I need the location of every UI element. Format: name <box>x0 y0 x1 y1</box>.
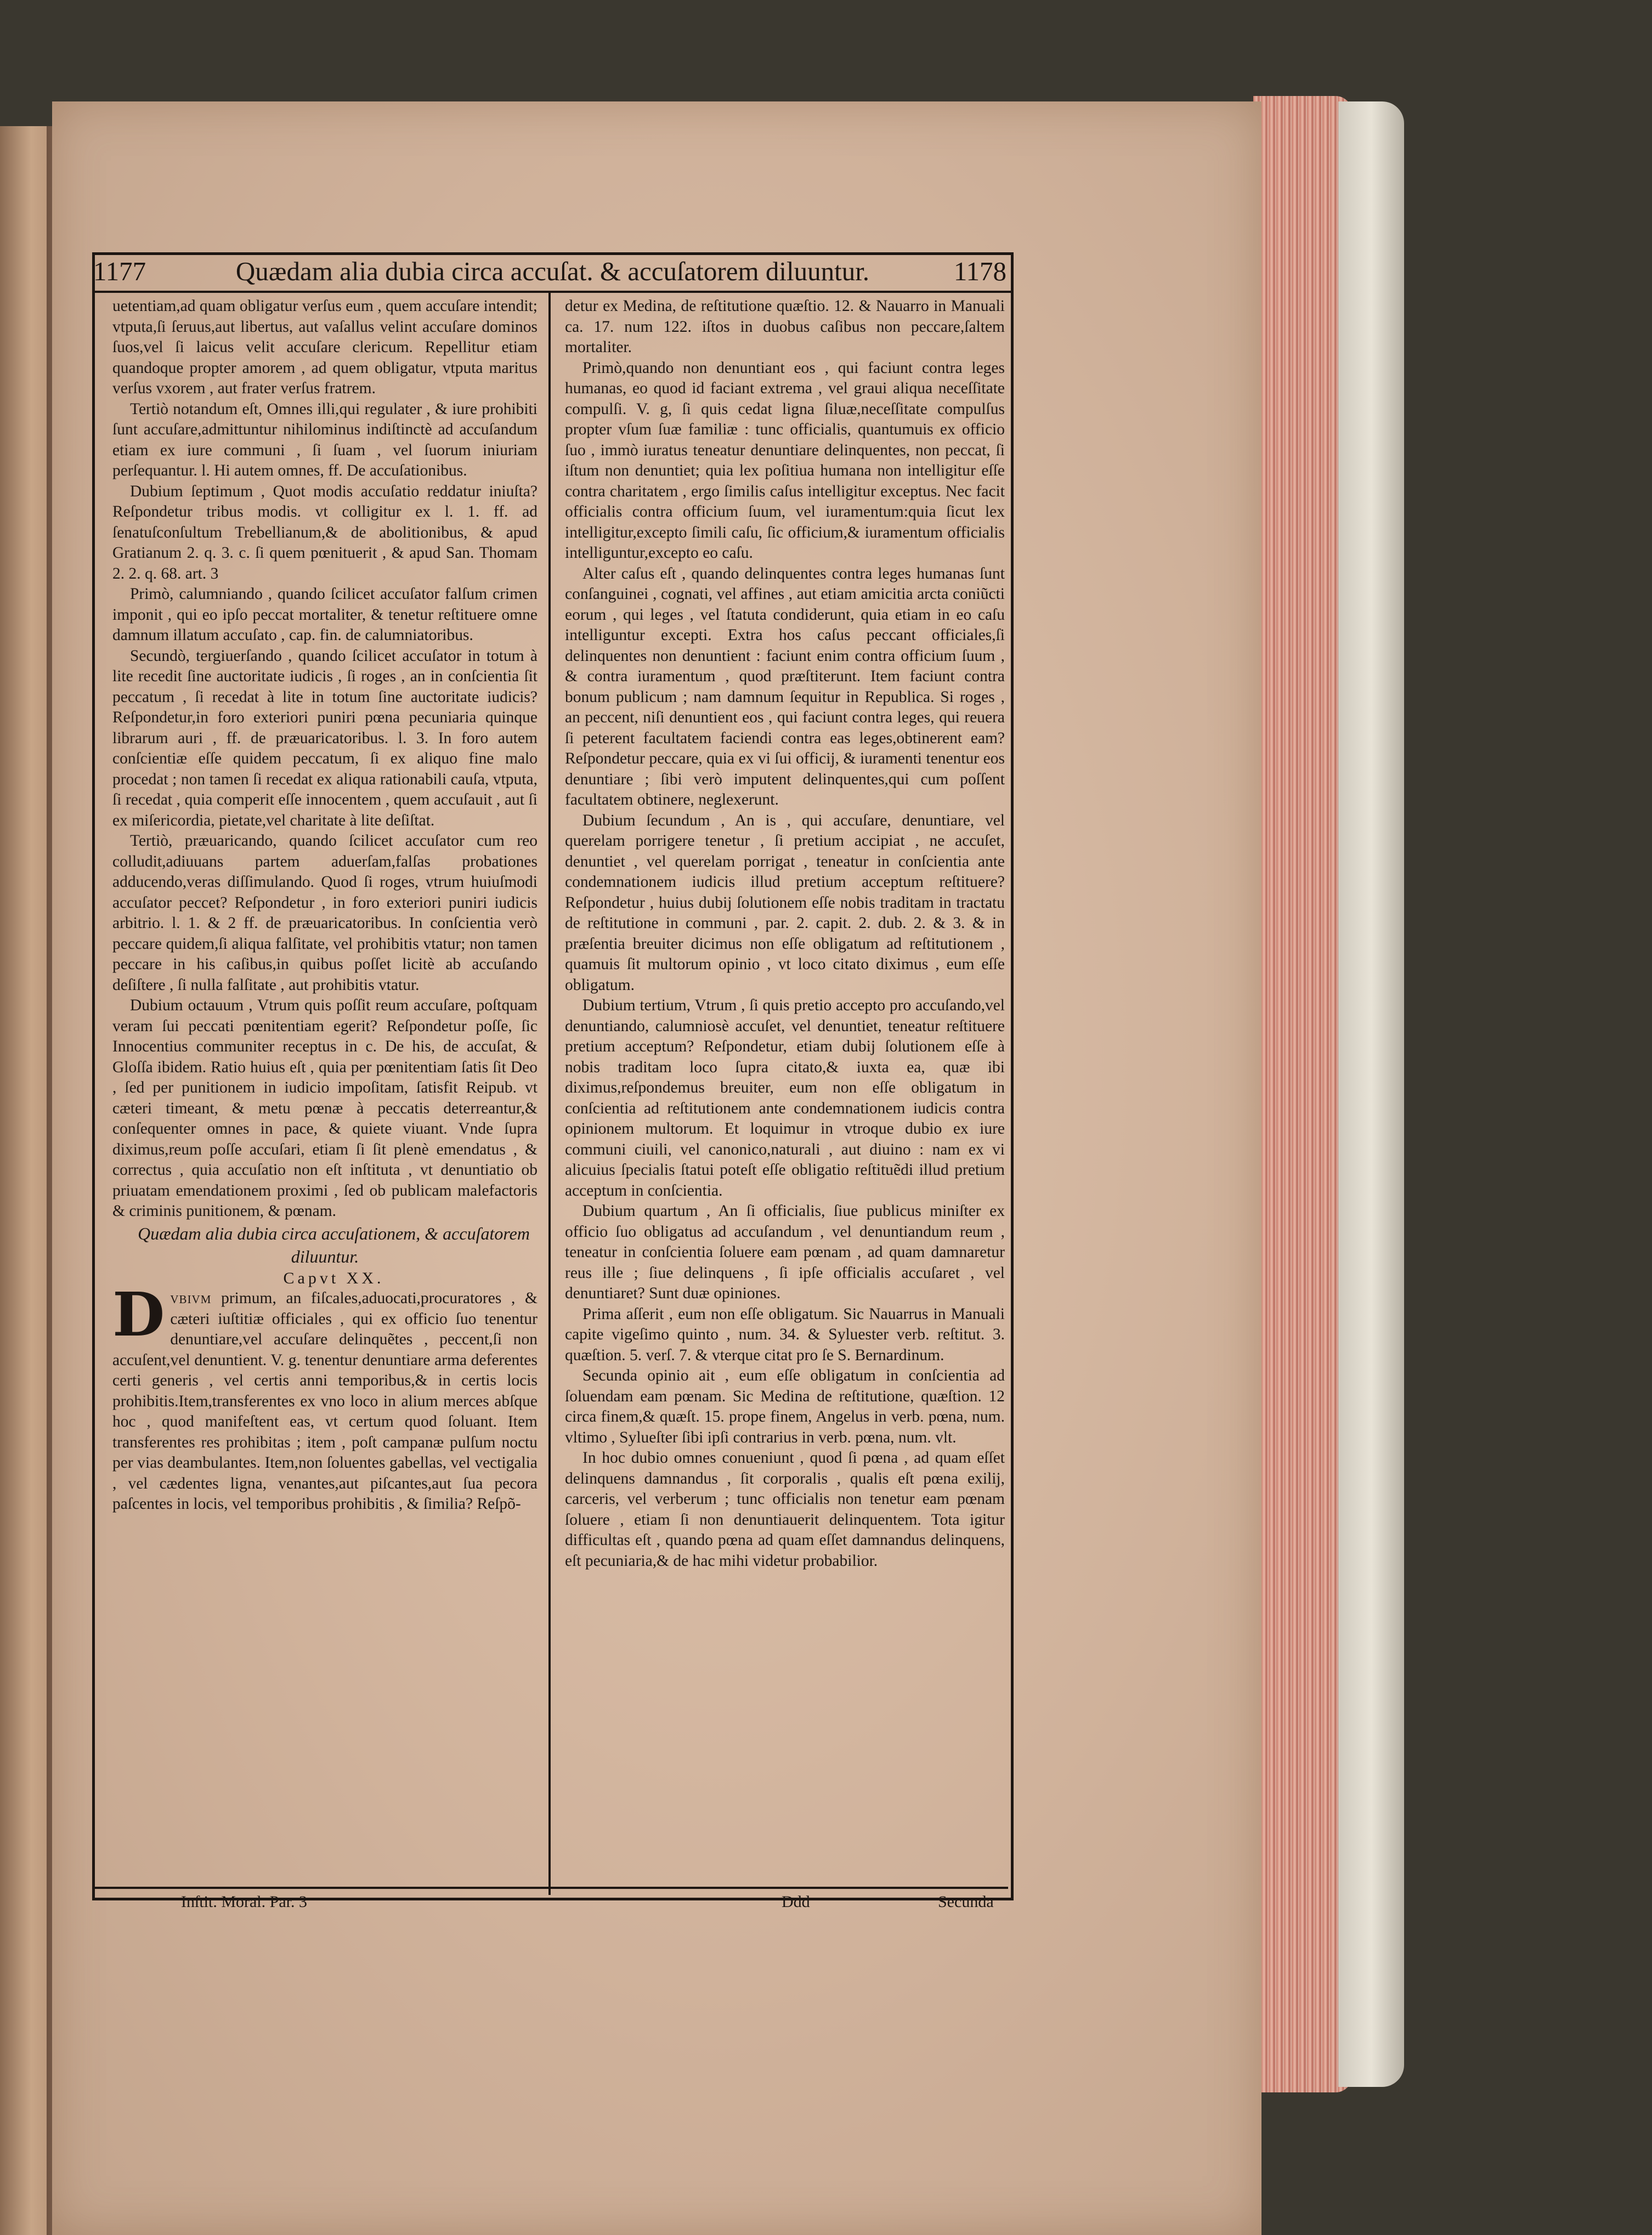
chapter-title: Quædam alia dubia circa accuſationem, & accuſatorem diluuntur. <box>138 1223 530 1266</box>
paragraph: Dubium quartum , An ſi officialis, ſiue publicus miniſter ex officio ſuo obligatus ad accuſandum , vel denuntiandum reum , teneatur in conſcientia ſoluere eam pœnam , ad quam damnaretur reus ille ; ſiue delinquens , ſi ipſe officialis accuſaret , vel denuntiaret? Sunt duæ opiniones. <box>565 1202 1005 1302</box>
paragraph: Primò,quando non denuntiant eos , qui faciunt contra leges humanas, eo quod id faciant extrema , vel graui aliqua neceſſitate compulſi. V. g, ſi quis cedat ligna ſiluæ,neceſſitate compulſus propter vſum ſuæ familiæ : tunc officialis, quantumuis ex officio ſuo , immò iuratus teneatur denuntiare delinquentes, non peccat, ſi iſtum non denuntiet; quia lex poſitiua humana non intelligitur eſſe contra charitatem , ergo ſimilis caſus intelligitur exceptus. Nec facit officialis contra officium ſuum, vel iuramentum:quia ſicut lex intelligitur,excepto ſimili caſu, ſic officium,& iuramentum officialis intelliguntur,excepto eo caſu. <box>565 359 1005 562</box>
facing-page-edge <box>0 126 52 2235</box>
signature-line: Inſtit. Moral. Par. 3 <box>181 1893 307 1911</box>
paragraph: detur ex Medina, de reſtitutione quæſtio. 12. & Nauarro in Manuali ca. 17. num 122. iſtos in duobus caſibus non peccare,ſaltem mortaliter. <box>565 297 1005 356</box>
paragraph: Tertiò, præuaricando, quando ſcilicet accuſator cum reo colludit,adiuuans partem aduerſam,falſas probationes adducendo,veras diſſimulando. Quod ſi roges, vtrum huiuſmodi accuſator peccet? Reſpondetur , in foro exteriori puniri iudicis arbitrio. l. 1. & 2 ff. de præuaricatoribus. In conſcientia verò peccare quidem,ſi aliqua falſitate, vel prohibitis vtatur; non tamen peccare in his caſibus,in quibus poſſet licitè ab accuſando deſiſtere , ſi nulla falſitate , aut prohibitis vtatur. <box>112 832 538 994</box>
paragraph: uetentiam,ad quam obligatur verſus eum , quem accuſare intendit; vtputa,ſi ſeruus,aut libertus, aut vaſallus velint accuſare dominos ſuos,vel ſi laicus velit accuſare clericum. Repellitur etiam quandoque propter amorem , ad quem obligatur, vtputa maritus verſus vxorem , aut frater verſus fratrem. <box>112 297 538 397</box>
right-page-number: 1178 <box>953 256 1006 286</box>
drop-cap-word-rest: vbivm <box>170 1289 212 1307</box>
opening-paragraph-text: primum, an fiſcales,aduocati,procuratores , & cæteri iuſtitiæ officiales , qui ex officio ſuo tenentur denuntiare,vel accuſare delinquẽtes , peccent,ſi non accuſent,vel denuntient. V. g. tenentur denuntiare arma deferentes certi generis , vel certis anni temporibus,& in certis locis prohibitis.Item,transferentes ex vno loco in alium merces abſque hoc , quod manifeſtent eas, vt certum quod ſoluant. Item transferentes res prohibitas ; item , poſt campanæ pulſum noctu per vias deambulantes. Item,non ſoluentes gabellas, vel vectigalia , vel cædentes ligna, venantes,aut piſcantes,aut ſua pecora paſcentes in locis, vel temporibus prohibitis , & ſimilia? Reſpõ- <box>112 1289 538 1513</box>
bottom-rule <box>92 1887 1008 1889</box>
paragraph: Secundò, tergiuerſando , quando ſcilicet accuſator in totum à lite recedit ſine auctoritate iudicis , ſi roges , an in conſcientia ſit peccatum , ſi recedat à lite in totum ſine auctoritate iudicis? Reſpondetur,in foro exteriori puniri pœna pecuniaria quinque librarum auri , ff. de præuaricatoribus. l. 3. In foro autem conſcientiæ eſſe quidem peccatum, ſi ex aliquo fine malo procedat ; non tamen ſi recedat ex aliqua rationabili cauſa, vtputa, ſi recedat , quia comperit eſſe innocentem , quem accuſauit , aut ſi ex miſericordia, pietate,vel charitate à lite deſiſtat. <box>112 647 538 829</box>
paragraph: Prima aſſerit , eum non eſſe obligatum. Sic Nauarrus in Manuali capite vigeſimo quinto , num. 34. & Syluester verb. reſtitut. 3. quæſtion. 5. verſ. 7. & vterque citat pro ſe S. Bernardinum. <box>565 1305 1005 1364</box>
paragraph: Dubium octauum , Vtrum quis poſſit reum accuſare, poſtquam veram ſui peccati pœnitentiam egerit? Reſpondetur poſſe, ſic Innocentius communiter receptus in c. De his, de accuſat, & Gloſſa ibidem. Ratio huius eſt , quia per pœnitentiam ſatis ſit Deo , ſed per punitionem in iudicio impoſitam, ſatisfit Reipub. vt cæteri timeant, & metu pœnæ à peccatis deterreantur,& conſequenter omnes in pace, & quiete viuant. Vnde ſupra diximus,reum poſſe accuſari, etiam ſi ſit plenè emendatus , & correctus , quia accuſatio non eſt inſtituta , vt denuntiatio ob priuatam emendationem proximi , ſed ob publicam malefactoris & criminis punitionem, & pœnam. <box>112 997 538 1220</box>
running-head <box>93 255 1012 288</box>
paragraph: Secunda opinio ait , eum eſſe obligatum in conſcientia ad ſoluendam eam pœnam. Sic Medina de reſtitutione, quæſtion. 12 circa finem,& quæſt. 15. prope finem, Angelus in verb. pœna, num. vltimo , Sylueſter ſibi ipſi contrarius in verb. pœna, num. vlt. <box>565 1367 1005 1446</box>
red-page-edges <box>1253 96 1352 2092</box>
paragraph: Tertiò notandum eſt, Omnes illi,qui regulater , & iure prohibiti ſunt accuſare,admittuntur nihilominus indiſtinctè ad accuſandum etiam ex iure communi , ſi ſuam , vel ſuorum iniuriam perſequantur. l. Hi autem omnes, ff. De accuſationibus. <box>112 400 538 479</box>
left-page-number: 1177 <box>93 256 146 286</box>
chapter-opening-paragraph <box>112 1279 538 1515</box>
paragraph: In hoc dubio omnes conueniunt , quod ſi pœna , ad quam eſſet delinquens damnandus , ſit corporalis , qualis eſt pœna exilij, carceris, vel verberum ; tunc officialis non tenetur eam pœnam ſoluere , etiam ſi non denuntiauerit delinquentem. Tota igitur difficultas eſt , quando pœna ad quam eſſet damnandus delinquens, eſt pecuniaria,& de hac mihi videtur probabilior. <box>565 1449 1005 1570</box>
catchword: Secunda <box>938 1893 994 1911</box>
drop-cap-initial: D <box>112 1279 165 1350</box>
running-title: Quædam alia dubia circa accuſat. & accuſatorem diluuntur. <box>235 256 870 286</box>
paragraph: Primò, calumniando , quando ſcilicet accuſator falſum crimen imponit , qui eo ipſo peccat mortaliter, & tenetur reſtituere omne damnum illatum accuſato , cap. fin. de calumniatoribus. <box>112 585 538 644</box>
gathering-mark: Ddd <box>782 1893 810 1911</box>
paragraph: Alter caſus eſt , quando delinquentes contra leges humanas ſunt conſanguinei , cognati, vel affines , aut etiam amicitia arcta coniũcti eorum , qui leges , vel ſtatuta condiderunt, quia etiam in eo caſu intelliguntur excepti. Extra hos caſus peccant officiales,ſi delinquentes non denuntient : faciunt enim contra officium ſuum , & contra iuramentum , quod præſtiterunt. Item faciunt contra bonum publicum ; nam damnum ſequitur in Republica. Si roges , an peccent, niſi denuntient eos , qui faciunt contra leges, qui reuera ſi peterent facultatem faciendi contra eas leges,obtinerent eam? Reſpondetur peccare, quia ex vi ſui officij, & iuramenti tenentur eos denuntiare ; ſibi verò imputent delinquentes,qui cum poſſent facultatem obtinere, neglexerunt. <box>565 564 1005 808</box>
chapter-label: Capvt XX. <box>283 1269 384 1287</box>
left-column <box>112 296 538 1515</box>
column-divider <box>548 291 551 1895</box>
paragraph: Dubium ſeptimum , Quot modis accuſatio reddatur iniuſta? Reſpondetur tribus modis. vt colligitur ex l. 1. ff. ad ſenatuſconſultum Trebellianum,& de abolitionibus, & apud Gratianum 2. q. 3. c. ſi quem pœnituerit , & apud San. Thomam 2. 2. q. 68. art. 3 <box>112 482 538 582</box>
paragraph: Dubium ſecundum , An is , qui accuſare, denuntiare, vel querelam porrigere tenetur , ſi pretium accipiat , ne accuſet, denuntiet , vel querelam porrigat , teneatur in conſcientia ante condemnationem iudicis illud pretium acceptum reſtituere? Reſpondetur , huius dubij ſolutionem eſſe nobis traditam in tractatu de reſtitutione in communi , par. 2. capit. 2. dub. 2. & 3. & in præſentia breuiter dicimus non eſſe obligatum ad reſtitutionem , quamuis ſit multorum opinio , vt loco citato diximus , eum eſſe obligatum. <box>565 811 1005 994</box>
paragraph: Dubium tertium, Vtrum , ſi quis pretio accepto pro accuſando,vel denuntiando, calumniosè accuſet, vel denuntiet, teneatur reſtituere pretium acceptum? Reſpondetur, etiam dubij ſolutionem eſſe à nobis traditam loco ſupra citato,& iuxta ea, quæ ibi diximus,reſpondemus breuiter, eum non eſſe obligatum in conſcientia ad reſtitutionem ante condemnationem iudicis contra opinionem multorum. Et loquimur in vtroque dubio ex iure communi ciuili, vel canonico,naturali , aut diuino : nam ex vi alicuius ſpecialis ſtatui poteſt eſſe obligatio reſtituẽdi illud pretium acceptum in conſcientia. <box>565 997 1005 1199</box>
vellum-binding-edge <box>1338 101 1404 2087</box>
right-column <box>565 296 1005 1571</box>
